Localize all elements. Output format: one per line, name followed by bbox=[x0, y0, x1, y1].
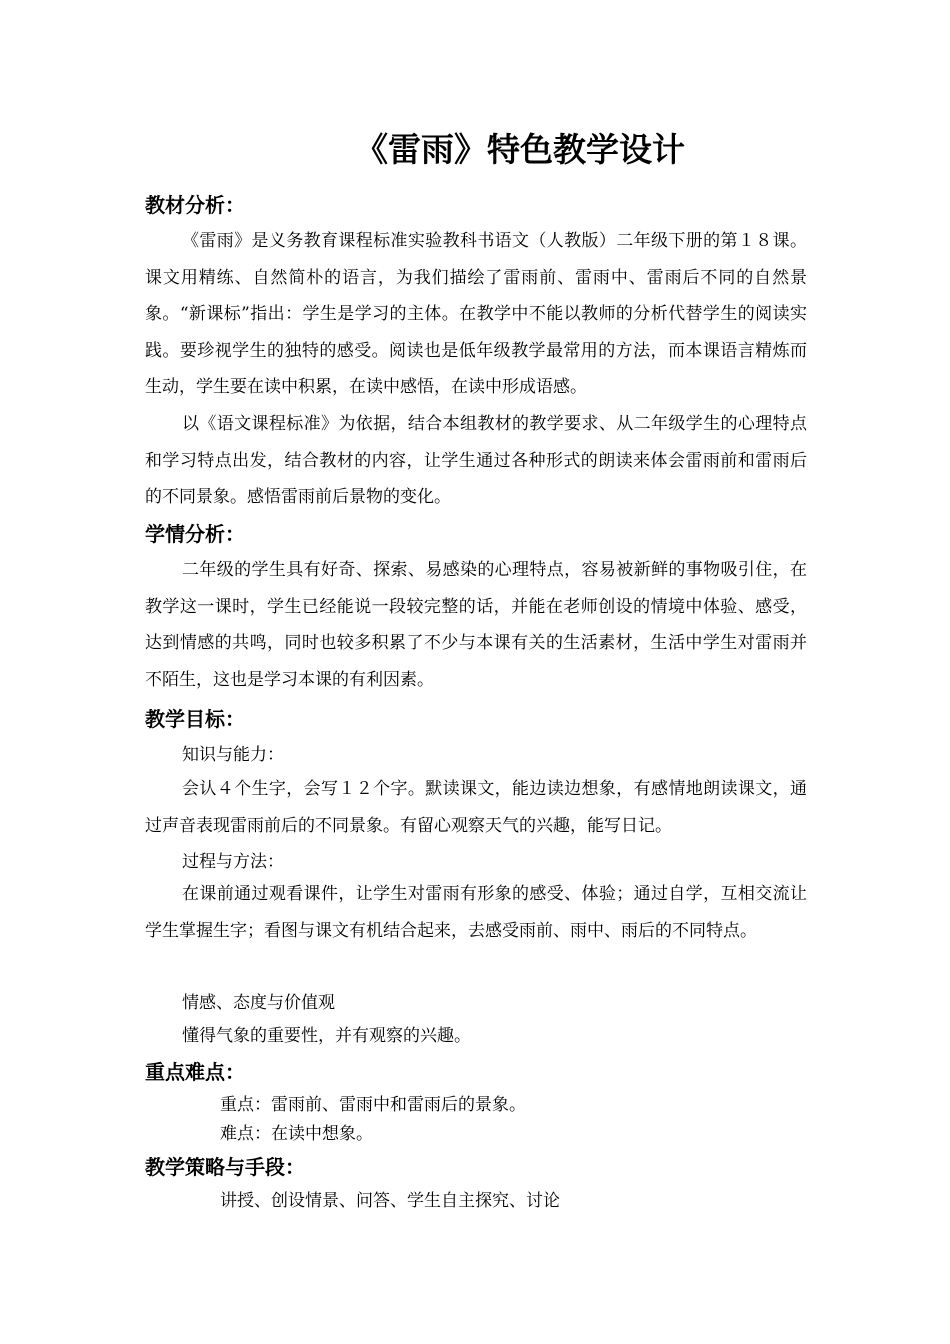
materials-paragraph-2: 以《语文课程标准》为依据，结合本组教材的教学要求、从二年级学生的心理特点和学习特点出发，结合教材的内容，让学生通过各种形式的朗读来体会雷雨前和雷雨后的不同景象。感悟雷雨前后景物的变化。 bbox=[145, 414, 807, 507]
section-heading-strategy: 教学策略与手段： bbox=[145, 1155, 305, 1179]
goals-knowledge-text: 会认４个生字，会写１２个字。默读课文，能边读边想象，有感情地朗读课文，通过声音表现雷雨前后的不同景象。有留心观察天气的兴趣，能写日记。 bbox=[145, 779, 807, 836]
key-point-line: 重点：雷雨前、雷雨中和雷雨后的景象。 bbox=[220, 1095, 526, 1115]
goals-process-label: 过程与方法： bbox=[182, 852, 284, 872]
section-heading-materials: 教材分析： bbox=[145, 193, 245, 217]
students-paragraph: 二年级的学生具有好奇、探索、易感染的心理特点，容易被新鲜的事物吸引住，在教学这一课时，学生已经能说一段较完整的话，并能在老师创设的情境中体验、感受，达到情感的共鸣，同时也较多积累了不少与本课有关的生活素材，生活中学生对雷雨并不陌生，这也是学习本课的有利因素。 bbox=[145, 560, 807, 690]
goals-knowledge-label: 知识与能力： bbox=[182, 745, 284, 765]
goals-emotion-text: 懂得气象的重要性，并有观察的兴趣。 bbox=[182, 1026, 471, 1046]
section-heading-key-points: 重点难点： bbox=[145, 1060, 245, 1084]
goals-process-text: 在课前通过观看课件，让学生对雷雨有形象的感受、体验；通过自学，互相交流让学生掌握生字；看图与课文有机结合起来，去感受雨前、雨中、雨后的不同特点。 bbox=[145, 884, 807, 941]
difficulty-line: 难点：在读中想象。 bbox=[220, 1124, 373, 1144]
section-heading-students: 学情分析： bbox=[145, 522, 245, 546]
section-heading-goals: 教学目标： bbox=[145, 707, 245, 731]
document-title: 《雷雨》特色教学设计 bbox=[355, 130, 685, 169]
materials-paragraph-1: 《雷雨》是义务教育课程标准实验教科书语文（人教版）二年级下册的第１８课。课文用精练、自然简朴的语言，为我们描绘了雷雨前、雷雨中、雷雨后不同的自然景象。“新课标”指出：学生是学习的主体。在教学中不能以教师的分析代替学生的阅读实践。要珍视学生的独特的感受。阅读也是低年级教学最常用的方法，而本课语言精炼而生动，学生要在读中积累，在读中感悟，在读中形成语感。 bbox=[145, 231, 807, 397]
goals-emotion-label: 情感、态度与价值观 bbox=[182, 993, 335, 1013]
strategy-text: 讲授、创设情景、问答、学生自主探究、讨论 bbox=[220, 1191, 560, 1211]
